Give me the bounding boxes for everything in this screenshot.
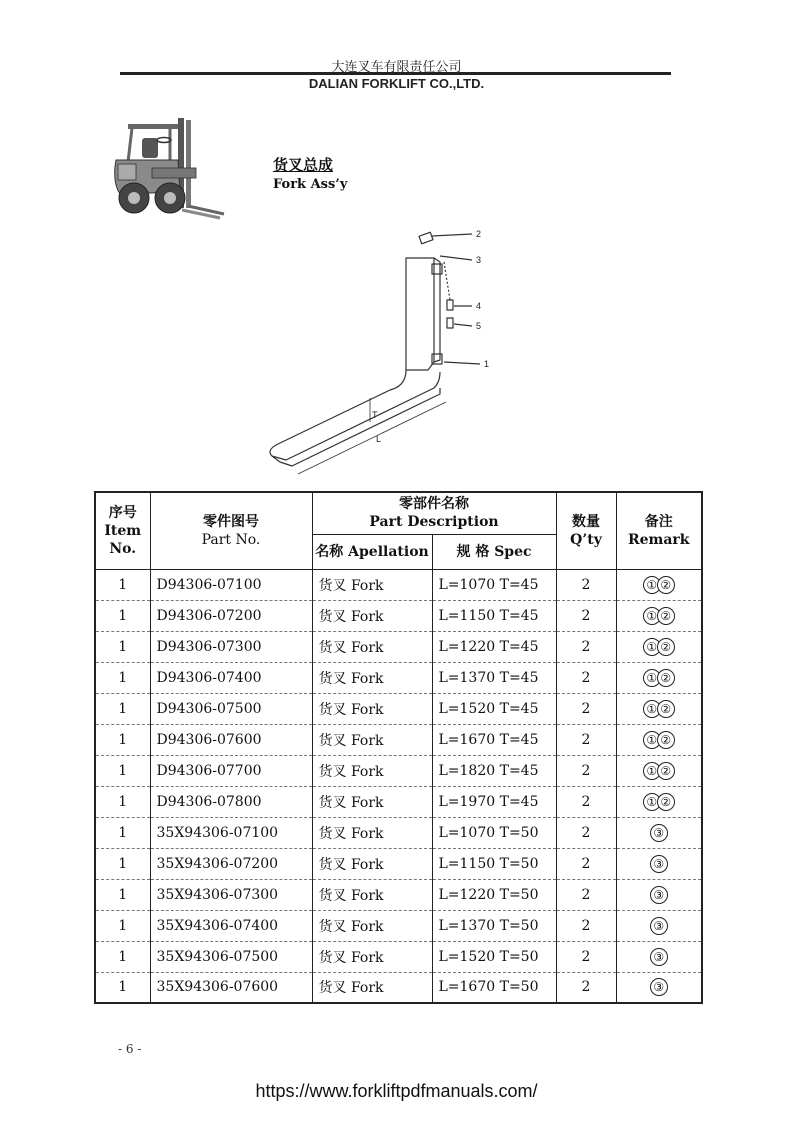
remark-note-marker: ② [657, 576, 675, 594]
cell-quantity: 2 [556, 631, 616, 662]
cell-apellation: 货叉 Fork [312, 972, 432, 1003]
cell-part-no: D94306-07200 [150, 600, 312, 631]
remark-note-marker: ② [657, 638, 675, 656]
cell-part-no: 35X94306-07300 [150, 879, 312, 910]
cell-spec: L=1220 T=45 [432, 631, 556, 662]
cell-apellation: 货叉 Fork [312, 631, 432, 662]
cell-spec: L=1220 T=50 [432, 879, 556, 910]
cell-apellation: 货叉 Fork [312, 941, 432, 972]
cell-part-no: 35X94306-07400 [150, 910, 312, 941]
table-row [95, 600, 702, 631]
cell-remark [616, 724, 702, 755]
header-item-no: 序号 Item No. [95, 492, 150, 569]
cell-item-no: 1 [95, 910, 150, 941]
parts-table-body [95, 569, 702, 1003]
header-part-description: 零部件名称 Part Description [312, 492, 556, 534]
cell-item-no: 1 [95, 972, 150, 1003]
cell-spec: L=1070 T=45 [432, 569, 556, 600]
cell-spec: L=1670 T=45 [432, 724, 556, 755]
table-row [95, 879, 702, 910]
cell-apellation: 货叉 Fork [312, 693, 432, 724]
cell-remark [616, 941, 702, 972]
table-row [95, 848, 702, 879]
cell-part-no: D94306-07300 [150, 631, 312, 662]
cell-remark [616, 755, 702, 786]
forklift-truck-illustration [108, 112, 226, 220]
assembly-title-cn: 货叉总成 [273, 156, 334, 174]
remark-note-marker: ③ [650, 948, 668, 966]
cell-item-no: 1 [95, 755, 150, 786]
remark-note-marker: ③ [650, 978, 668, 996]
cell-spec: L=1820 T=45 [432, 755, 556, 786]
cell-spec: L=1150 T=45 [432, 600, 556, 631]
cell-remark [616, 631, 702, 662]
cell-part-no: 35X94306-07100 [150, 817, 312, 848]
callout-label: 2 [476, 229, 482, 239]
table-row [95, 817, 702, 848]
cell-remark [616, 693, 702, 724]
remark-note-marker: ③ [650, 917, 668, 935]
remark-note-marker: ① [643, 669, 661, 687]
company-name-cn: 大连叉车有限责任公司 [331, 60, 462, 75]
cell-part-no: D94306-07400 [150, 662, 312, 693]
company-name-en: DALIAN FORKLIFT CO.,LTD. [308, 76, 485, 91]
cell-spec: L=1970 T=45 [432, 786, 556, 817]
header-spec: 规 格 Spec [432, 534, 556, 569]
cell-quantity: 2 [556, 879, 616, 910]
cell-remark [616, 786, 702, 817]
cell-part-no: 35X94306-07500 [150, 941, 312, 972]
fork-assembly-drawing [258, 222, 500, 480]
dimension-label: L [376, 434, 382, 444]
remark-note-marker: ② [657, 700, 675, 718]
remark-note-marker: ① [643, 700, 661, 718]
header-quantity: 数量 Q’ty [556, 492, 616, 569]
header-remark: 备注 Remark [616, 492, 702, 569]
header-apellation: 名称 Apellation [312, 534, 432, 569]
header-part-no: 零件图号 Part No. [150, 492, 312, 569]
parts-table [94, 491, 703, 1004]
cell-item-no: 1 [95, 941, 150, 972]
remark-note-marker: ① [643, 762, 661, 780]
cell-apellation: 货叉 Fork [312, 662, 432, 693]
table-row [95, 786, 702, 817]
remark-note-marker: ② [657, 731, 675, 749]
cell-part-no: 35X94306-07200 [150, 848, 312, 879]
cell-spec: L=1370 T=50 [432, 910, 556, 941]
cell-quantity: 2 [556, 910, 616, 941]
cell-item-no: 1 [95, 600, 150, 631]
remark-note-marker: ① [643, 638, 661, 656]
cell-quantity: 2 [556, 972, 616, 1003]
remark-note-marker: ② [657, 607, 675, 625]
source-url: https://www.forkliftpdfmanuals.com/ [255, 1081, 538, 1101]
callout-label: 5 [476, 321, 482, 331]
table-row [95, 724, 702, 755]
callout-label: 3 [476, 255, 482, 265]
remark-note-marker: ① [643, 731, 661, 749]
cell-remark [616, 662, 702, 693]
remark-note-marker: ① [643, 607, 661, 625]
cell-apellation: 货叉 Fork [312, 569, 432, 600]
table-row [95, 693, 702, 724]
cell-quantity: 2 [556, 724, 616, 755]
dimension-label: T [372, 410, 378, 420]
cell-apellation: 货叉 Fork [312, 910, 432, 941]
cell-part-no: 35X94306-07600 [150, 972, 312, 1003]
cell-quantity: 2 [556, 755, 616, 786]
cell-remark [616, 569, 702, 600]
remark-note-marker: ③ [650, 886, 668, 904]
cell-part-no: D94306-07500 [150, 693, 312, 724]
callout-label: 4 [476, 301, 482, 311]
remark-note-marker: ② [657, 669, 675, 687]
cell-apellation: 货叉 Fork [312, 817, 432, 848]
page-number: - 6 - [118, 1042, 142, 1056]
remark-note-marker: ③ [650, 824, 668, 842]
remark-note-marker: ① [643, 793, 661, 811]
cell-apellation: 货叉 Fork [312, 786, 432, 817]
table-row [95, 972, 702, 1003]
cell-quantity: 2 [556, 941, 616, 972]
cell-quantity: 2 [556, 848, 616, 879]
cell-spec: L=1370 T=45 [432, 662, 556, 693]
cell-remark [616, 972, 702, 1003]
cell-item-no: 1 [95, 724, 150, 755]
cell-quantity: 2 [556, 600, 616, 631]
remark-note-marker: ② [657, 762, 675, 780]
callout-label: 1 [484, 359, 490, 369]
cell-quantity: 2 [556, 786, 616, 817]
table-row [95, 941, 702, 972]
cell-item-no: 1 [95, 879, 150, 910]
cell-item-no: 1 [95, 693, 150, 724]
cell-remark [616, 600, 702, 631]
cell-item-no: 1 [95, 662, 150, 693]
remark-note-marker: ③ [650, 855, 668, 873]
cell-apellation: 货叉 Fork [312, 724, 432, 755]
cell-item-no: 1 [95, 569, 150, 600]
cell-quantity: 2 [556, 817, 616, 848]
cell-item-no: 1 [95, 631, 150, 662]
table-row [95, 662, 702, 693]
cell-apellation: 货叉 Fork [312, 755, 432, 786]
cell-spec: L=1520 T=50 [432, 941, 556, 972]
cell-apellation: 货叉 Fork [312, 879, 432, 910]
cell-remark [616, 817, 702, 848]
header-rule [120, 72, 671, 75]
cell-item-no: 1 [95, 786, 150, 817]
table-row [95, 631, 702, 662]
table-row [95, 569, 702, 600]
cell-part-no: D94306-07700 [150, 755, 312, 786]
cell-part-no: D94306-07600 [150, 724, 312, 755]
cell-part-no: D94306-07100 [150, 569, 312, 600]
cell-apellation: 货叉 Fork [312, 848, 432, 879]
cell-remark [616, 879, 702, 910]
cell-spec: L=1070 T=50 [432, 817, 556, 848]
cell-quantity: 2 [556, 662, 616, 693]
cell-quantity: 2 [556, 569, 616, 600]
remark-note-marker: ① [643, 576, 661, 594]
table-row [95, 910, 702, 941]
cell-quantity: 2 [556, 693, 616, 724]
cell-spec: L=1670 T=50 [432, 972, 556, 1003]
cell-apellation: 货叉 Fork [312, 600, 432, 631]
assembly-title-en: Fork Ass’y [273, 177, 348, 192]
table-row [95, 755, 702, 786]
cell-item-no: 1 [95, 848, 150, 879]
cell-remark [616, 910, 702, 941]
cell-spec: L=1520 T=45 [432, 693, 556, 724]
cell-part-no: D94306-07800 [150, 786, 312, 817]
cell-item-no: 1 [95, 817, 150, 848]
cell-remark [616, 848, 702, 879]
remark-note-marker: ② [657, 793, 675, 811]
cell-spec: L=1150 T=50 [432, 848, 556, 879]
